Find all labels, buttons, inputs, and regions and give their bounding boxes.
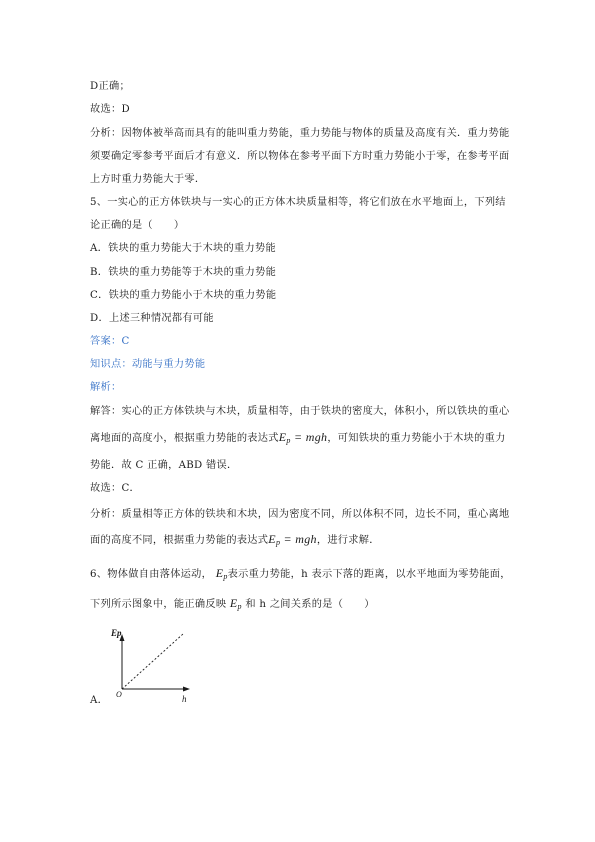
text-line: 故选：D	[90, 104, 130, 115]
question-6-stem: 下列所示图象中，能正确反映 $E_p$ 和 h 之间关系的是（ ）	[90, 596, 520, 614]
y-axis-label	[110, 628, 122, 638]
solution-text: 离地面的高度小，根据重力势能的表达式	[90, 433, 279, 444]
formula-ep-mgh: $E_p$ = mgh	[278, 430, 328, 445]
solution-line: 势能．故 C 正确，ABD 错误．	[90, 460, 238, 471]
x-axis-label: h	[182, 694, 187, 704]
option-c: C．铁块的重力势能小于木块的重力势能	[90, 290, 277, 301]
question-5-stem: 论正确的是（ ）	[90, 220, 185, 231]
formula-ep-mgh: $E_p$ = mgh	[268, 532, 317, 547]
analysis-line: 分析：质量相等正方体的铁块和木块，因为密度不同，所以体积不同，边长不同，重心离地	[90, 509, 510, 520]
option-d: D．上述三种情况都有可能	[90, 313, 214, 324]
knowledge-point: 知识点：动能与重力势能	[90, 359, 206, 370]
solution-text: ，可知铁块的重力势能小于木块的重力	[327, 433, 506, 444]
ep-h-dashed-line	[122, 634, 183, 689]
option-b: B．铁块的重力势能等于木块的重力势能	[90, 267, 277, 278]
option-a: A．铁块的重力势能大于木块的重力势能	[90, 243, 276, 254]
symbol-ep: $E_p$	[215, 566, 228, 581]
question-6-stem: 6、物体做自由落体运动， $E_p$表示重力势能，h 表示下落的距离，以水平地面为零势能面，	[90, 566, 520, 584]
text-line: 须要确定零参考平面后才有意义．所以物体在参考平面下方时重力势能小于零，在参考平面	[90, 151, 510, 162]
y-axis-label-text: Ep	[111, 628, 122, 638]
text-line: D正确；	[90, 81, 130, 92]
answer-label: 答案：C	[90, 336, 130, 347]
symbol-ep: $E_p$	[229, 596, 242, 611]
analysis-text: 面的高度不同，根据重力势能的表达式	[90, 535, 269, 546]
analysis-label: 解析：	[90, 382, 122, 393]
origin-label: O	[116, 690, 122, 699]
question-5-stem: 5、一实心的正方体铁块与一实心的正方体木块质量相等，将它们放在水平地面上，下列结	[90, 197, 506, 208]
text-line: 上方时重力势能大于零．	[90, 174, 206, 185]
solution-line: 解答：实心的正方体铁块与木块，质量相等，由于铁块的密度大，体积小，所以铁块的重心	[90, 406, 510, 417]
x-axis-arrow	[183, 687, 190, 692]
solution-line: 故选：C．	[90, 483, 141, 494]
text-line: 分析：因物体被举高而具有的能叫重力势能，重力势能与物体的质量及高度有关．重力势能	[90, 128, 510, 139]
analysis-text: ，进行求解．	[316, 535, 380, 546]
solution-line	[90, 430, 520, 448]
option-a-label: A．	[90, 695, 109, 706]
analysis-line	[90, 532, 520, 550]
